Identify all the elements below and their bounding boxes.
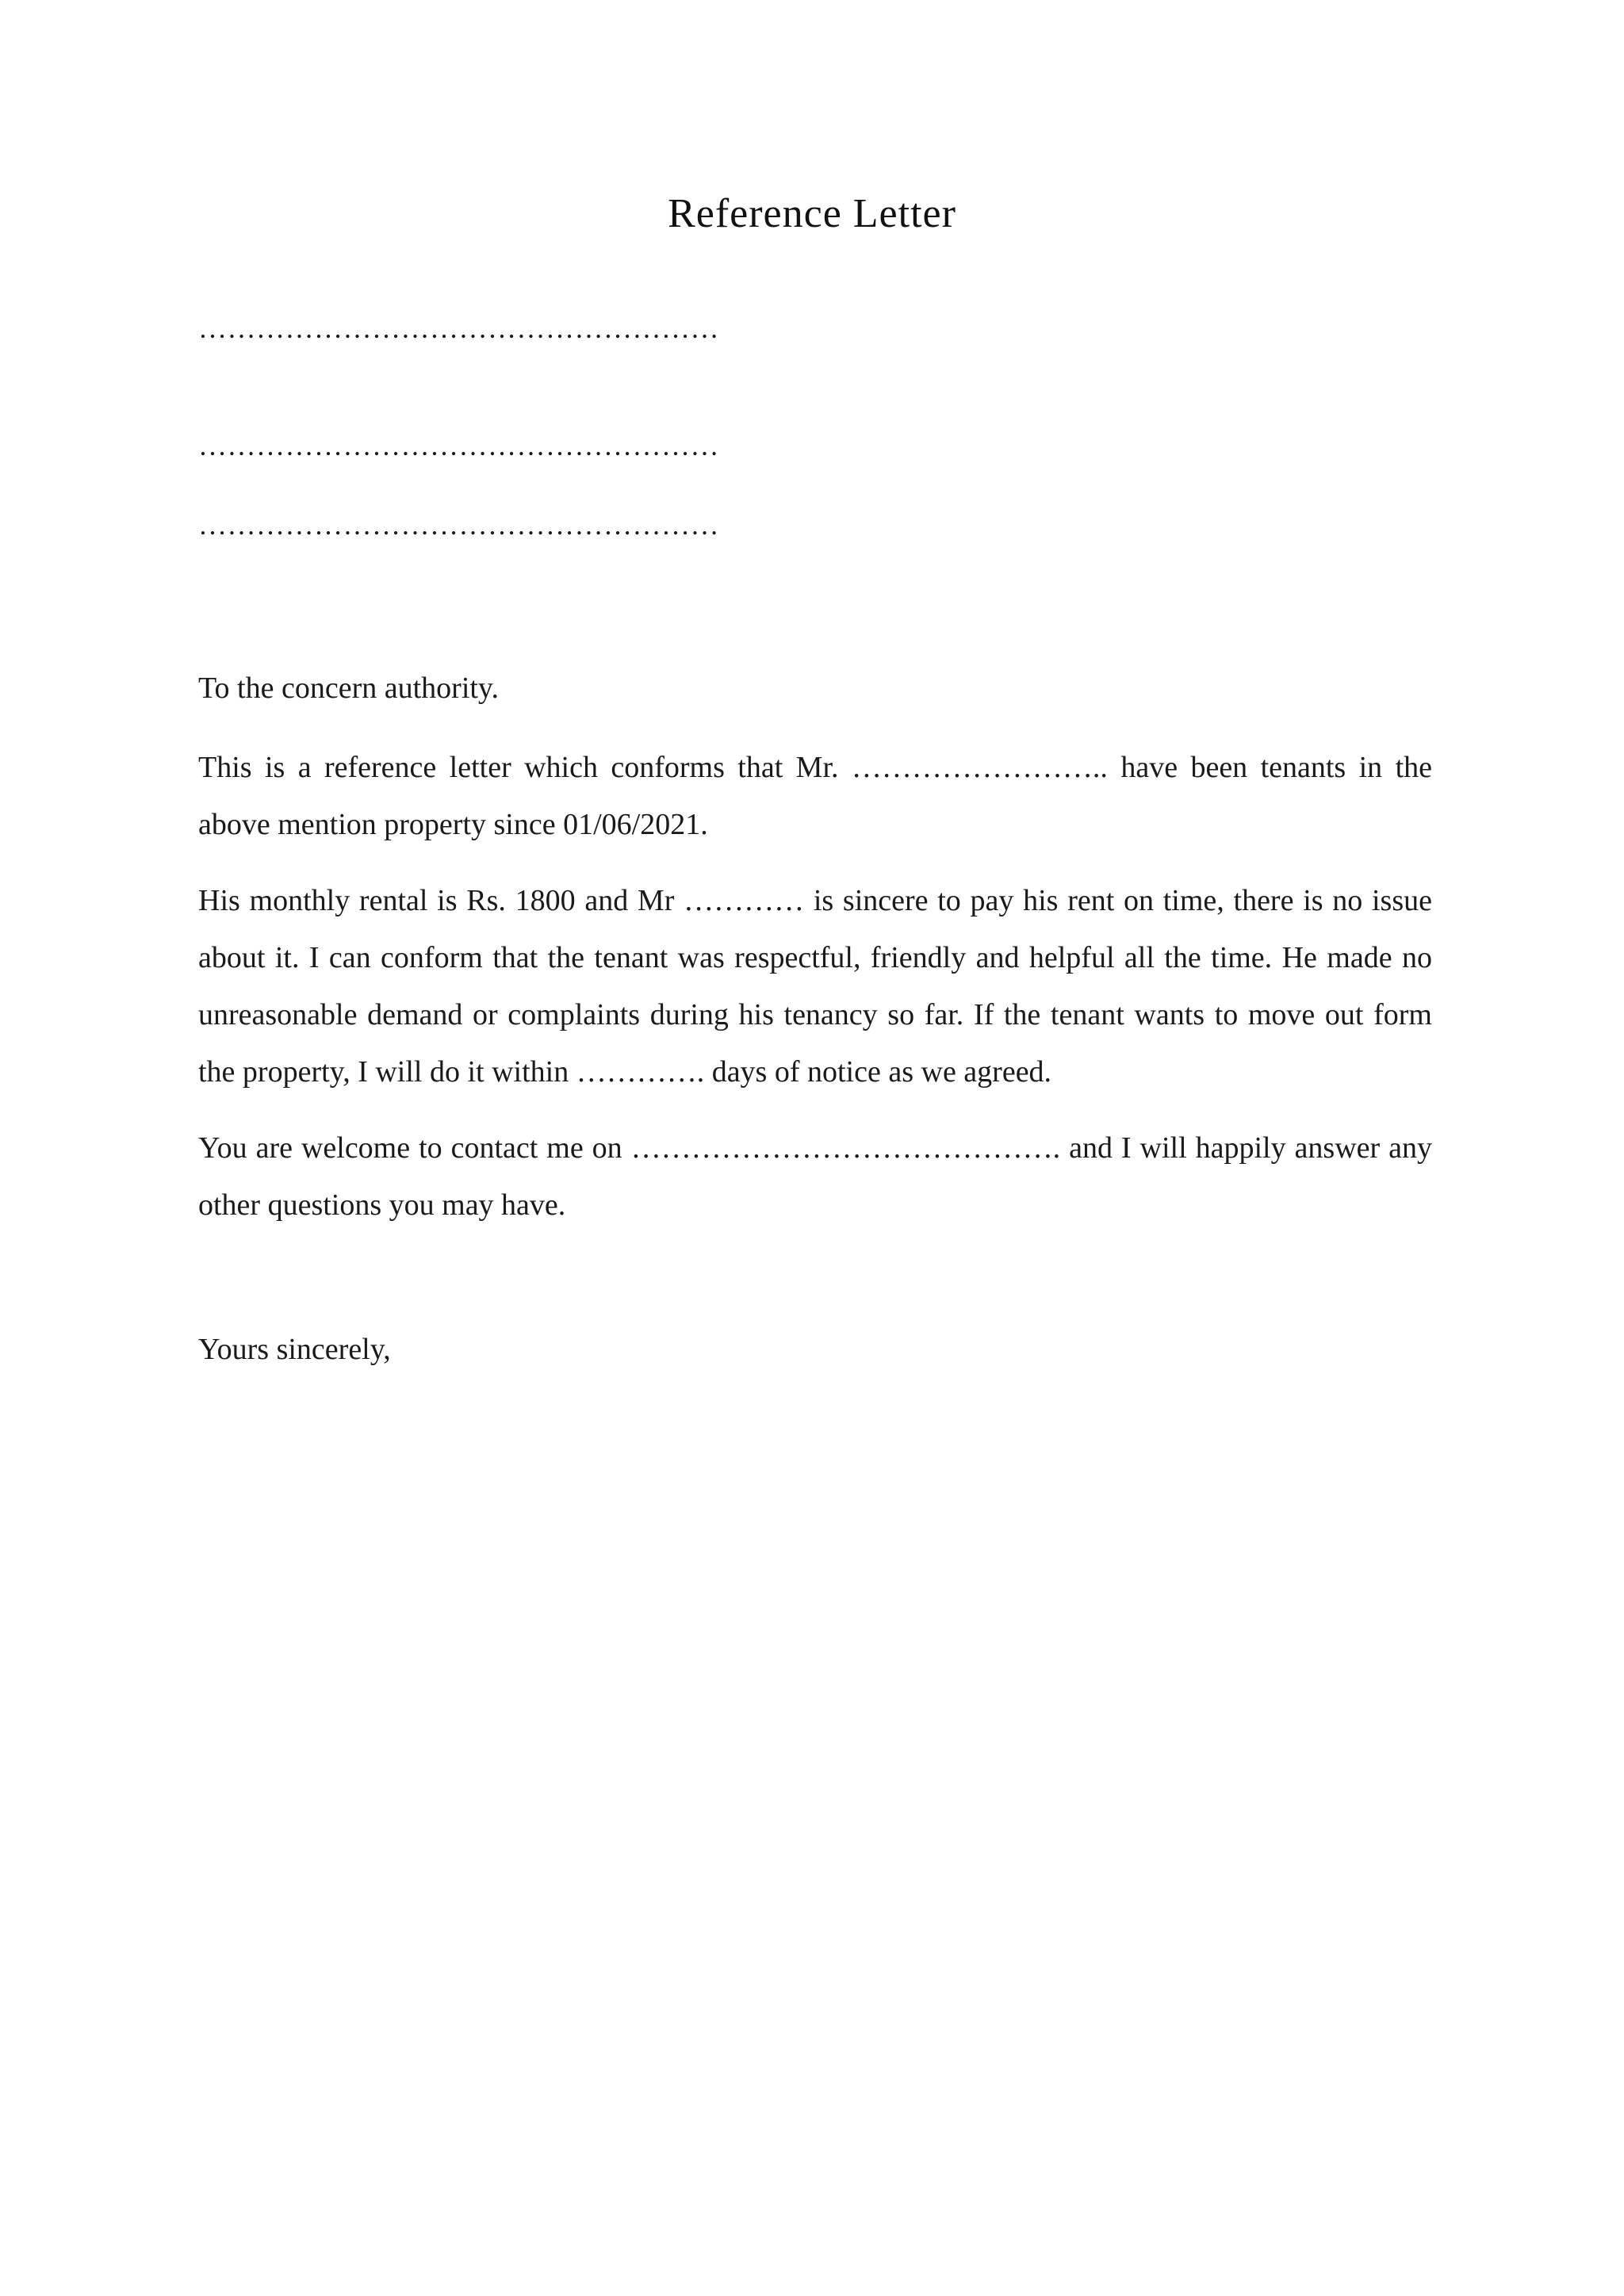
- paragraph-text: This is a reference letter which conforms that Mr. …………………….. have been tenants in the above mention property since 01/06/2021.: [198, 751, 1432, 841]
- salutation: [198, 660, 1432, 717]
- closing: [198, 1321, 1432, 1378]
- paragraph-tenancy: [198, 739, 1432, 853]
- address-line-2: ………………………………………………: [198, 430, 719, 461]
- closing-text: Yours sincerely,: [198, 1333, 391, 1366]
- paragraph-text: His monthly rental is Rs. 1800 and Mr ………… is sincere to pay his rent on time, there is no issue about it. I can conform that the tenant was respectful, friendly and helpful all the time. He made no unreasonable demand or complaints during his tenancy so far. If the tenant wants to move out form the property, I will do it within …………. days of notice as we agreed.: [198, 884, 1432, 1089]
- paragraph-text: You are welcome to contact me on ……………………………………. and I will happily answer any other questions you may have.: [198, 1131, 1432, 1222]
- page-title: Reference Letter: [668, 191, 956, 236]
- address-line-3: ………………………………………………: [198, 509, 719, 541]
- paragraph-contact: [198, 1119, 1432, 1234]
- salutation-text: To the concern authority.: [198, 672, 499, 705]
- paragraph-rental: [198, 872, 1432, 1100]
- address-line-1: ………………………………………………: [198, 312, 719, 344]
